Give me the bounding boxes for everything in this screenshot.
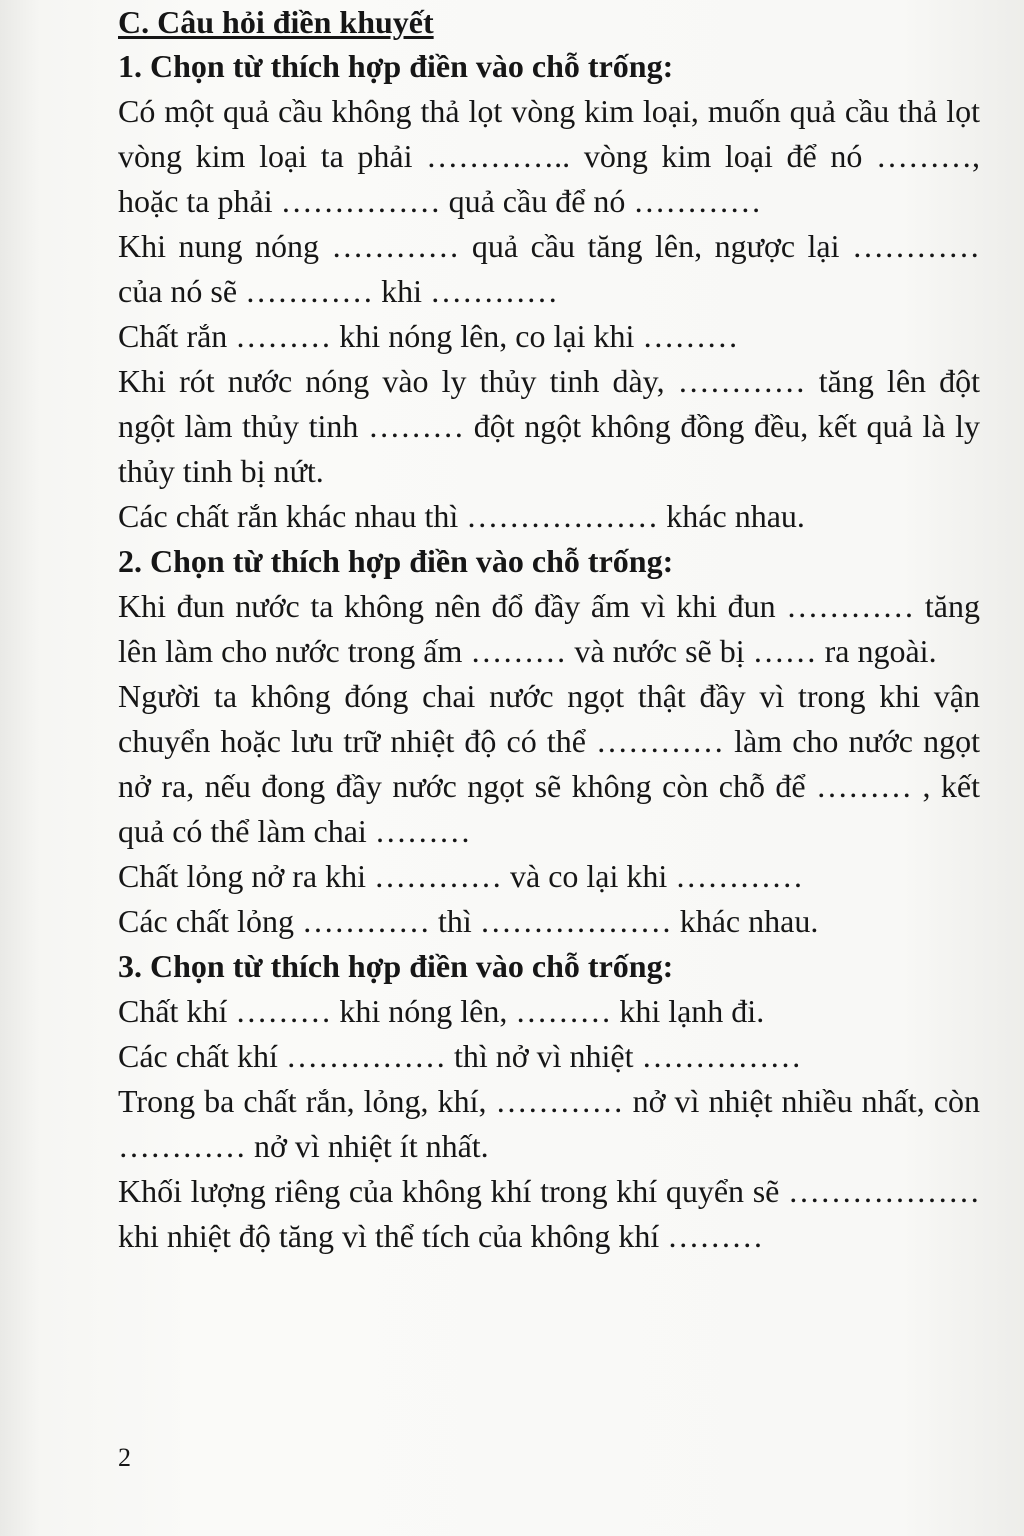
- question-1-paragraph-4: Khi rót nước nóng vào ly thủy tinh dày, ………… tăng lên đột ngột làm thủy tinh ……… đột ngột không đồng đều, kết quả là ly thủy tinh bị nứt.: [118, 363, 980, 489]
- question-2-title: 2. Chọn từ thích hợp điền vào chỗ trống:: [118, 543, 674, 579]
- question-2-paragraph-3: Chất lỏng nở ra khi ………… và co lại khi …………: [118, 858, 804, 894]
- question-1-paragraph-2: Khi nung nóng ………… quả cầu tăng lên, ngược lại ………… của nó sẽ ………… khi …………: [118, 228, 980, 309]
- question-3-paragraph-1: Chất khí ……… khi nóng lên, ……… khi lạnh đi.: [118, 993, 765, 1029]
- question-2-paragraph-1: Khi đun nước ta không nên đổ đầy ấm vì khi đun ………… tăng lên làm cho nước trong ấm ……… và nước sẽ bị …… ra ngoài.: [118, 588, 980, 669]
- question-3-paragraph-4: Khối lượng riêng của không khí trong khí quyển sẽ ……………… khi nhiệt độ tăng vì thể tích của không khí ………: [118, 1173, 980, 1254]
- question-3-paragraph-3: Trong ba chất rắn, lỏng, khí, ………… nở vì nhiệt nhiều nhất, còn ………… nở vì nhiệt ít nhất.: [118, 1083, 980, 1164]
- page-number: 2: [118, 1443, 131, 1472]
- question-2-paragraph-2: Người ta không đóng chai nước ngọt thật đầy vì trong khi vận chuyển hoặc lưu trữ nhiệt độ có thể ………… làm cho nước ngọt nở ra, nếu đong đầy nước ngọt sẽ không còn chỗ để ……… , kết quả có thể làm chai ………: [118, 678, 980, 849]
- question-1-paragraph-5: Các chất rắn khác nhau thì ……………… khác nhau.: [118, 498, 805, 534]
- question-3-title: 3. Chọn từ thích hợp điền vào chỗ trống:: [118, 948, 674, 984]
- question-2: [118, 539, 980, 944]
- question-1: [118, 44, 980, 539]
- question-1-title: 1. Chọn từ thích hợp điền vào chỗ trống:: [118, 48, 674, 84]
- question-1-paragraph-3: Chất rắn ……… khi nóng lên, co lại khi ………: [118, 318, 739, 354]
- question-3: [118, 944, 980, 1259]
- question-1-paragraph-1: Có một quả cầu không thả lọt vòng kim loại, muốn quả cầu thả lọt vòng kim loại ta phải ………….. vòng kim loại để nó ………, hoặc ta phải …………… quả cầu để nó …………: [118, 93, 980, 219]
- question-3-paragraph-2: Các chất khí …………… thì nở vì nhiệt ……………: [118, 1038, 802, 1074]
- questions-container: [118, 44, 980, 1259]
- section-title: C. Câu hỏi điền khuyết: [118, 4, 434, 40]
- question-2-paragraph-4: Các chất lỏng ………… thì ……………… khác nhau.: [118, 903, 819, 939]
